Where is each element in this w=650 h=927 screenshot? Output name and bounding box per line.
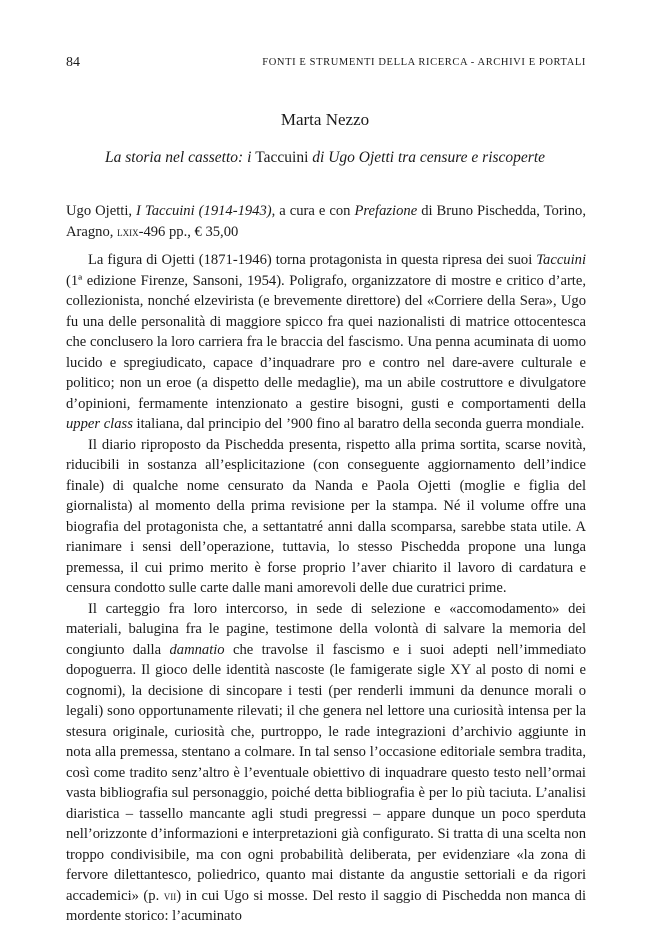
p3-roman-page: vii [163,887,177,903]
p3-italic-damnatio: damnatio [169,641,225,658]
review-body [66,250,586,927]
book-reference [66,201,586,242]
p3-text-d: ) in cui Ugo si mosse. Del resto il saggio di Pischedda non manca di mordente storico: l’acuminato [66,887,586,924]
book-reference-paragraph [66,201,586,242]
article-title [0,149,650,167]
p1-italic-upper-class: upper class [66,416,133,432]
p3-text-a: Il carteggio fra loro intercorso, in sede di selezione e «accomodamento» dei materiali, balugina fra le pagine, testimone della volontà di salvare la memoria del congiunto dalla [66,600,586,658]
ref-text-b: di Bruno Pischedda, Torino, Aragno, [66,203,586,240]
running-head [66,55,586,75]
ref-pages-rest: -496 pp., € 35,00 [138,223,239,240]
ref-work-title: I Taccuini (1914-1943) [136,203,272,219]
p3-text-c: che travolse il fascismo e i suoi adepti nell’immediato dopoguerra. Il gioco delle identità nascoste (le famigerate sigle XY al posto di nomi e cognomi), la decisione di sincopare i testi (per renderli immuni da denunce morali o legali) sono opportunamente rilevati; il che genera nel lettore una curiosità intensa per la stesura originale, curiosità che, purtroppo, le rade integrazioni d’archivio aggiunte in nota alla premessa, stentano a colmare. In tal senso l’occasione editoriale sembra tradita, così come tradito senz’altro è l’eventuale obiettivo di inquadrare questo testo nell’ormai vasta bibliografia sul personaggio, poiché detta bibliografia è per lo più taciuta. L’analisi diaristica – tassello mancante agli studi pregressi – appare dunque un poco sperduta nell’orizzonte d’informazioni e interpretazioni già configurato. Si tratta di una scelta non troppo condivisibile, ma con ogni probabilità deliberata, per evidenziare «la zona di fervore dilettantesco, poliedrico, quanto mai distante da angustie settoriali e da rigori accademici» (p. [66,641,586,904]
paragraph-1 [66,250,586,435]
p1-text-e: italiana, dal principio del ’900 fino al baratro della seconda guerra mondiale. [136,416,585,432]
p1-text-c: (1ª edizione Firenze, Sansoni, 1954). Poligrafo, organizzatore di mostre e critico d’arte, collezionista, nonché elzevirista (e brevemente direttore) del «Corriere della Sera», Ugo fu una delle personalità di maggiore spicco fra quei nazionalisti di matrice ottocentesca che conclusero la loro carriera fra le braccia del fascismo. Una penna acuminata di uomo lucido e spregiudicato, capace d’inquadrare pro e contro nel dare-avere culturale e politico; non un eroe (a dispetto delle medaglie), ma un abile costruttore e divulgatore d’opinioni, fermamente intenzionato a gestire bisogni, gusti e comportamenti della [66,272,586,412]
article-title-part2: Taccuini [255,149,309,166]
article-author: Marta Nezzo [280,110,370,129]
ref-preface: Prefazione [354,203,418,219]
article-title-part1: La storia nel cassetto: i [104,149,252,166]
ref-author: Ugo Ojetti, [66,203,133,219]
journal-title: FONTI E STRUMENTI DELLA RICERCA - ARCHIVI E PORTALI [262,57,586,68]
page-number: 84 [66,55,80,70]
p1-italic-taccuini: Taccuini [536,252,586,268]
ref-pages-roman: lxix [117,223,139,239]
paragraph-3 [66,599,586,927]
paragraph-2: Il diario riproposto da Pischedda presenta, rispetto alla prima sortita, scarse novità, riducibili in sostanza all’esplicitazione (con conseguente aggiornamento dell’indice finale) di qualche nome censurato da Nanda e Paola Ojetti (moglie e figlia del giornalista) al momento della prima revisione per la stampa. Né il volume offre una biografia del protagonista che, a settantatré anni dalla scomparsa, sarebbe stata utile. A rianimare i sensi dell’operazione, tuttavia, lo stesso Pischedda propone una lunga premessa, il cui primo merito è forse proprio l’aver chiarito il lavoro di cardatura e censura condotto sulle carte dalle mani amorevoli delle due curatrici prime. [66,436,586,596]
p1-text-a: La figura di Ojetti (1871-1946) torna protagonista in questa ripresa dei suoi [88,252,533,268]
ref-text-a: , a cura e con [271,203,351,219]
article-title-part3: di Ugo Ojetti tra censure e riscoperte [312,149,546,166]
